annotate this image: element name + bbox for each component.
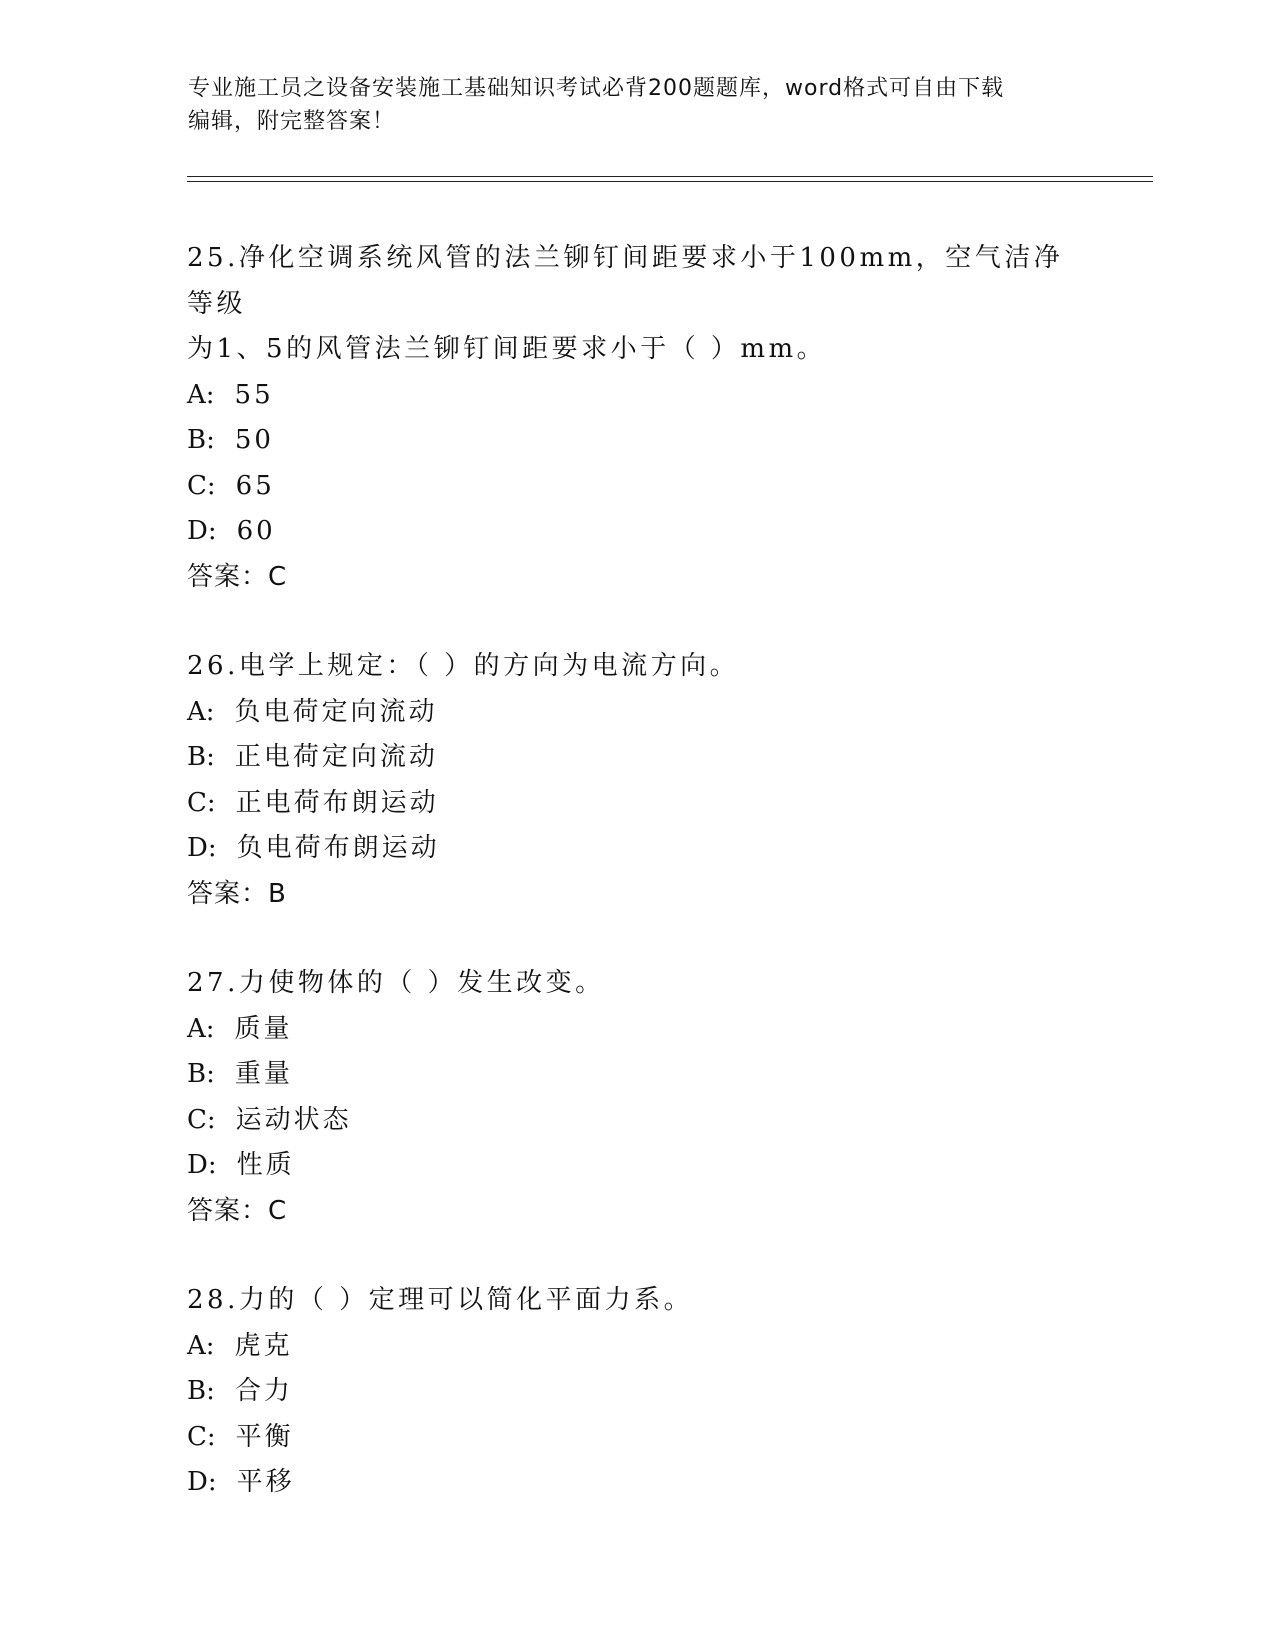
question-stem-line: 为1、5的风管法兰铆钉间距要求小于（ ）mm。 <box>187 334 827 364</box>
option-b <box>187 735 1087 781</box>
option-letter: C: <box>187 1104 216 1135</box>
option-b <box>187 1052 1087 1098</box>
option-a <box>187 1324 1087 1370</box>
option-d <box>187 1143 1087 1189</box>
option-a <box>187 690 1087 736</box>
option-letter: D: <box>187 1467 217 1497</box>
header-line-2: 编辑，附完整答案！ <box>188 109 396 134</box>
option-text: 性质 <box>236 1150 295 1180</box>
question-26 <box>187 644 1087 917</box>
option-text: 质量 <box>234 1013 293 1044</box>
option-text: 重量 <box>234 1059 293 1089</box>
option-letter: D: <box>187 516 217 546</box>
header-line-1: 专业施工员之设备安装施工基础知识考试必背200题题库，word格式可自由下载 <box>188 76 1005 101</box>
header-divider-bottom <box>187 181 1153 182</box>
option-c <box>187 464 1087 510</box>
option-text: 负电荷定向流动 <box>234 696 438 727</box>
option-letter: C: <box>187 787 216 818</box>
document-header <box>188 72 1068 138</box>
option-text: 正电荷定向流动 <box>234 742 438 772</box>
option-letter: B: <box>187 742 215 772</box>
question-stem-line: 26.电学上规定：（ ）的方向为电流方向。 <box>187 651 740 681</box>
option-d <box>187 509 1087 555</box>
option-letter: A: <box>187 379 215 410</box>
question-27 <box>187 961 1087 1234</box>
option-d <box>187 826 1087 872</box>
question-25 <box>187 236 1087 600</box>
option-letter: B: <box>187 1376 215 1406</box>
option-letter: A: <box>187 1330 215 1361</box>
option-c <box>187 781 1087 827</box>
option-letter: B: <box>187 1059 215 1089</box>
option-letter: C: <box>187 1421 216 1452</box>
option-a <box>187 373 1087 419</box>
question-stem-line: 25.净化空调系统风管的法兰铆钉间距要求小于100mm，空气洁净等级 <box>187 243 1064 319</box>
option-letter: D: <box>187 1150 217 1180</box>
option-text: 虎克 <box>234 1330 293 1361</box>
option-text: 50 <box>234 425 274 455</box>
option-letter: A: <box>187 696 215 727</box>
answer-line: 答案：B <box>187 878 287 909</box>
answer-line: 答案：C <box>187 561 288 592</box>
option-text: 运动状态 <box>235 1104 352 1135</box>
option-text: 55 <box>234 379 274 410</box>
question-list <box>187 236 1087 1550</box>
question-28 <box>187 1278 1087 1506</box>
option-text: 合力 <box>234 1376 293 1406</box>
question-stem-line: 27.力使物体的（ ）发生改变。 <box>187 968 605 998</box>
option-text: 65 <box>235 470 275 501</box>
question-stem-line: 28.力的（ ）定理可以简化平面力系。 <box>187 1285 694 1315</box>
option-text: 平衡 <box>235 1421 294 1452</box>
option-text: 平移 <box>236 1467 295 1497</box>
option-a <box>187 1007 1087 1053</box>
option-text: 60 <box>236 516 276 546</box>
header-divider-top <box>187 176 1153 177</box>
option-b <box>187 1369 1087 1415</box>
option-letter: D: <box>187 833 217 863</box>
option-letter: A: <box>187 1013 215 1044</box>
option-b <box>187 418 1087 464</box>
option-text: 负电荷布朗运动 <box>236 833 440 863</box>
option-d <box>187 1460 1087 1506</box>
option-c <box>187 1415 1087 1461</box>
option-letter: C: <box>187 470 216 501</box>
option-c <box>187 1098 1087 1144</box>
answer-line: 答案：C <box>187 1195 288 1226</box>
option-text: 正电荷布朗运动 <box>235 787 439 818</box>
option-letter: B: <box>187 425 215 455</box>
